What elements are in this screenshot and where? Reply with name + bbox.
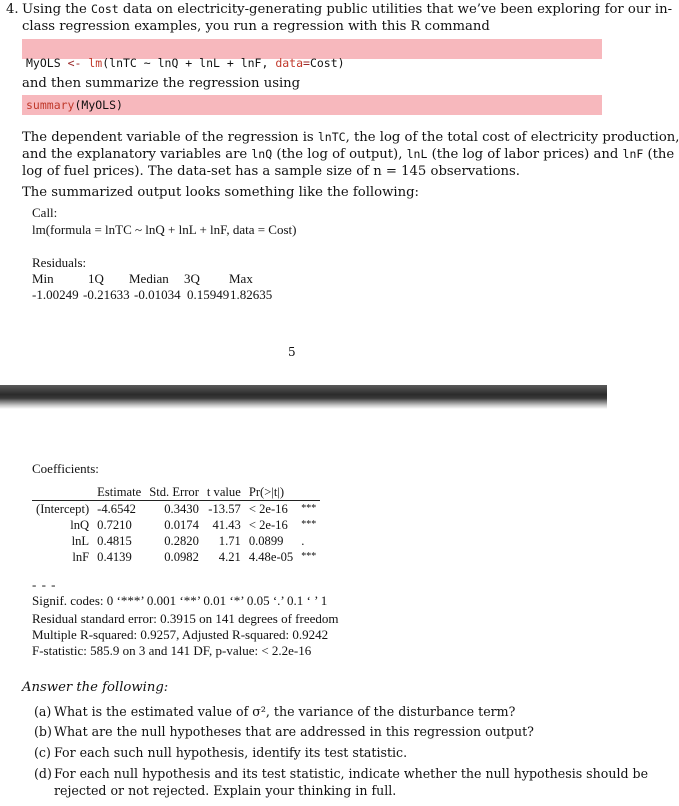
residual-3q: 0.15949 (187, 287, 230, 302)
table-row (32, 549, 320, 565)
intro-line-2: class regression examples, you run a regression with this R command (22, 19, 490, 34)
coef-pvalue: 0.0899 (248, 534, 284, 548)
table-row (32, 501, 320, 518)
separator-dashes: - - - (32, 577, 57, 592)
signif-codes: Signif. codes: 0 ‘***’ 0.001 ‘**’ 0.01 ‘*’ 0.05 ‘.’ 0.1 ‘ ’ 1 (32, 593, 328, 608)
question-number: 4. (6, 2, 19, 17)
desc-line-2: and the explanatory variables are lnQ (the log of output), lnL (the log of labor prices) and lnF (the (22, 147, 675, 162)
residual-std-error: Residual standard error: 0.3915 on 141 degrees of freedom (32, 611, 339, 626)
question-d-cont: rejected or not rejected. Explain your thinking in full. (54, 783, 397, 798)
coef-stderr: 0.2820 (164, 534, 199, 548)
coef-sig: *** (301, 551, 317, 562)
code-block-summary: summary(MyOLS) (22, 95, 602, 115)
table-row (32, 517, 320, 533)
coef-pvalue: 4.48e-05 (248, 550, 294, 564)
residual-header-median: Median (129, 271, 169, 286)
page-divider (0, 385, 607, 409)
f-statistic: F-statistic: 585.9 on 3 and 141 DF, p-value: < 2.2e-16 (32, 643, 312, 658)
coef-name: lnQ (70, 518, 90, 532)
coef-pvalue: < 2e-16 (248, 502, 288, 516)
intro-line-1: Using the Cost data on electricity-generating public utilities that we’ve been exploring for our in- (22, 2, 673, 17)
coef-stderr: 0.3430 (164, 502, 199, 516)
question-d: (d) For each null hypothesis and its test statistic, indicate whether the null hypothesis should be (34, 766, 649, 781)
answer-heading: Answer the following: (22, 680, 169, 695)
coefficients-label: Coefficients: (32, 461, 99, 476)
coef-estimate: 0.4815 (97, 534, 132, 548)
question-c: (c) For each such null hypothesis, identify its test statistic. (34, 745, 408, 760)
coef-name: lnL (71, 534, 90, 548)
question-a: (a) What is the estimated value of σ², the variance of the disturbance term? (34, 704, 516, 719)
desc-line-4: The summarized output looks something like the following: (22, 185, 419, 200)
coef-name: (Intercept) (36, 502, 90, 516)
coef-estimate: 0.4139 (97, 550, 132, 564)
residual-header-min: Min (32, 271, 54, 286)
coef-tvalue: 41.43 (212, 518, 241, 532)
coef-sig: . (301, 534, 305, 548)
coef-header-stderr: Std. Error (145, 484, 203, 501)
table-row (32, 533, 320, 549)
code-block-lm: MyOLS <- lm(lnTC ~ lnQ + lnL + lnF, data=Cost) (22, 39, 602, 59)
coef-estimate: -4.6542 (97, 502, 136, 516)
question-b: (b) What are the null hypotheses that are addressed in this regression output? (34, 724, 534, 739)
coef-estimate: 0.7210 (97, 518, 132, 532)
call-label: Call: (32, 205, 58, 220)
residual-header-1q: 1Q (88, 271, 104, 286)
coef-header-estimate: Estimate (93, 484, 145, 501)
residual-header-max: Max (229, 271, 253, 286)
coefficients-table (32, 484, 320, 565)
page-number: 5 (288, 345, 296, 359)
coef-stderr: 0.0174 (164, 518, 199, 532)
coef-sig: *** (301, 503, 317, 514)
residual-min: -1.00249 (32, 287, 79, 302)
coef-name: lnF (72, 550, 90, 564)
desc-line-3: log of fuel prices). The data-set has a sample size of n = 145 observations. (22, 164, 520, 179)
coef-tvalue: -13.57 (208, 502, 241, 516)
call-text: lm(formula = lnTC ~ lnQ + lnL + lnF, data = Cost) (32, 222, 297, 237)
r-squared: Multiple R-squared: 0.9257, Adjusted R-squared: 0.9242 (32, 627, 329, 642)
coef-header-pvalue: Pr(>|t|) (245, 484, 297, 501)
coef-stderr: 0.0982 (164, 550, 199, 564)
desc-line-1: The dependent variable of the regression is lnTC, the log of the total cost of electricity production, (22, 130, 679, 145)
coef-header-row (32, 484, 320, 501)
coef-header-blank (32, 484, 93, 501)
coef-tvalue: 1.71 (218, 534, 241, 548)
residual-header-3q: 3Q (184, 271, 200, 286)
coef-header-tvalue: t value (203, 484, 245, 501)
residual-max: 1.82635 (230, 287, 273, 302)
coef-pvalue: < 2e-16 (248, 518, 288, 532)
residual-1q: -0.21633 (83, 287, 130, 302)
coef-header-sig (297, 484, 320, 501)
then-text: and then summarize the regression using (22, 76, 301, 91)
residuals-label: Residuals: (32, 255, 87, 270)
coef-sig: *** (301, 519, 317, 530)
coef-tvalue: 4.21 (218, 550, 241, 564)
residual-median: -0.01034 (134, 287, 181, 302)
